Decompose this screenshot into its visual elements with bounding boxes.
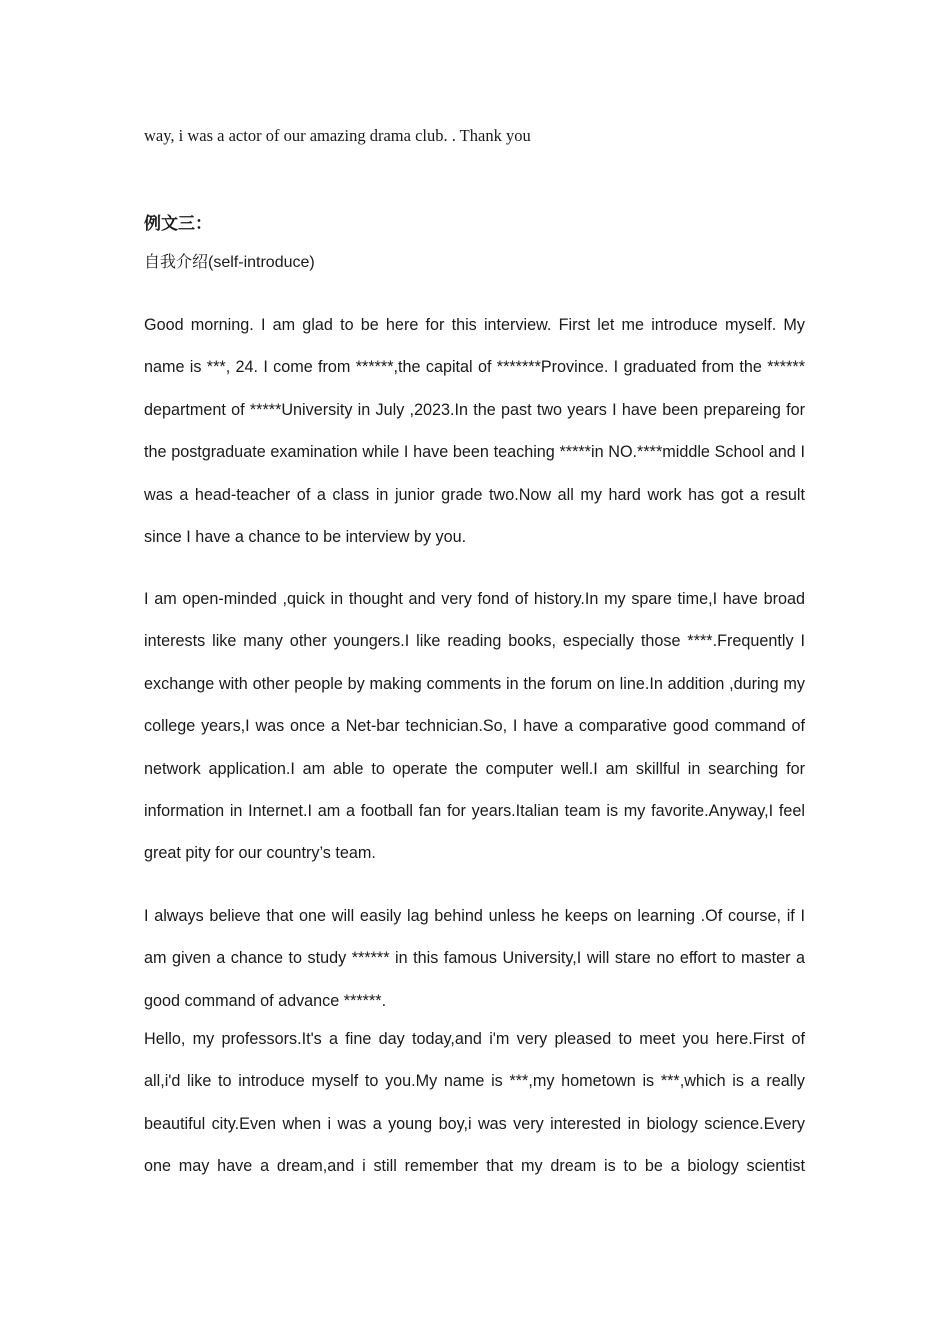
intro-line: way, i was a actor of our amazing drama club. . Thank you <box>144 126 531 145</box>
paragraph-2: I am open-minded ,quick in thought and very fond of history.In my spare time,I have broad interests like many other youngers.I like reading books, especially those ****.Frequently I exchange with other people by making comments in the forum on line.In addition ,during my college years,I was once a Net-bar technician.So, I have a comparative good command of network application.I am able to operate the computer well.I am skillful in searching for information in Internet.I am a football fan for years.Italian team is my favorite.Anyway,I feel great pity for our country’s team. <box>144 590 805 863</box>
subtitle-cjk: 自我介绍 <box>144 252 209 271</box>
paragraph-3: I always believe that one will easily lag behind unless he keeps on learning .Of course, if I am given a chance to study ****** in this famous University,I will stare no effort to master a good command of advance ******. <box>144 907 805 1010</box>
section-heading: 例文三： <box>144 214 212 234</box>
paragraph-4: Hello, my professors.It's a fine day today,and i'm very pleased to meet you here.First of all,i'd like to introduce myself to you.My name is ***,my hometown is ***,which is a really beautiful city.Even when i was a young boy,i was very interested in biology science.Every one may have a dream,and i still remember that my dream is to be a biology scientist <box>144 1030 805 1176</box>
paragraph-1: Good morning. I am glad to be here for this interview. First let me introduce myself. My name is ***, 24. I come from ******,the capital of *******Province. I graduated from the ****** department of *****University in July ,2023.In the past two years I have been prepareing for the postgraduate examination while I have been teaching *****in NO.****middle School and I was a head-teacher of a class in junior grade two.Now all my hard work has got a result since I have a chance to be interview by you. <box>144 316 805 547</box>
section-subtitle <box>144 251 805 274</box>
subtitle-latin: (self-introduce) <box>208 254 315 271</box>
